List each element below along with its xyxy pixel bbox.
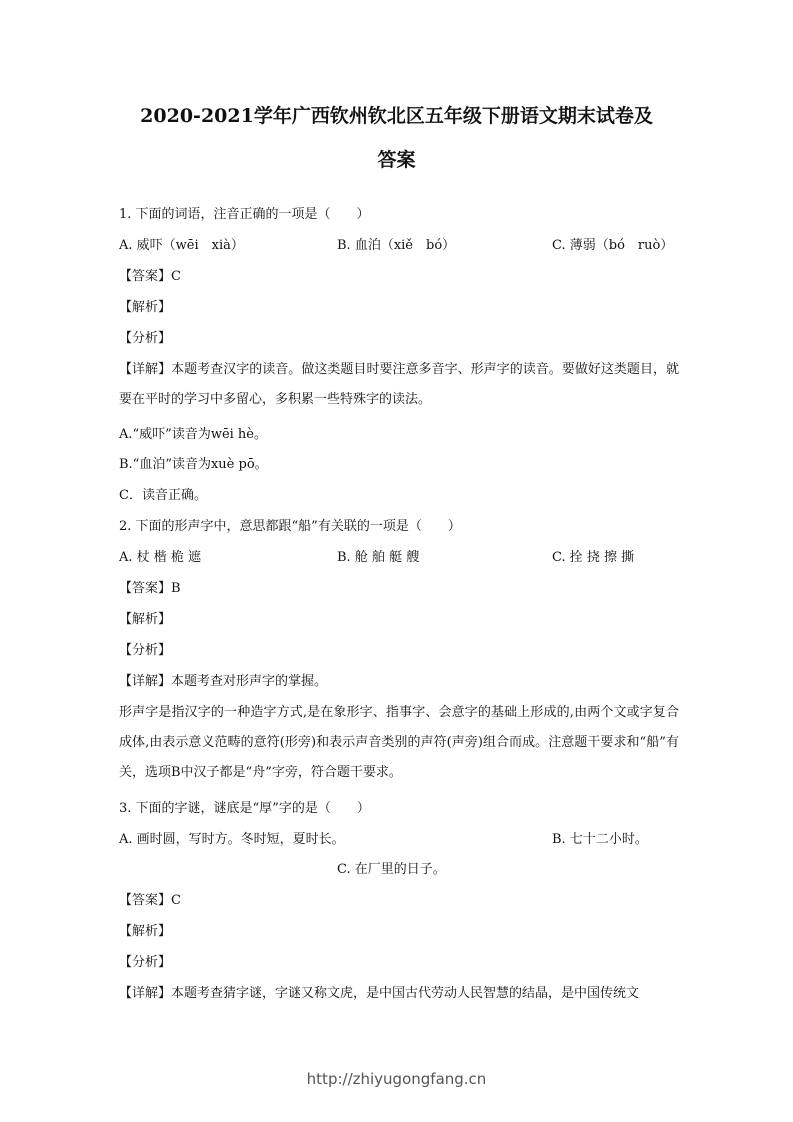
q1-detail: 【详解】本题考查汉字的读音。做这类题目时要注意多音字、形声字的读音。要做好这类题目，就要在平时的学习中多留心，多积累一些特殊字的读法。 [119, 362, 679, 407]
footer-url: http://zhiyugongfang.cn [306, 1070, 487, 1088]
q2-option-a: A. 杖 楷 桅 遮 [119, 550, 202, 565]
q1-explain-b: B.“血泊”读音为xuè pō。 [119, 457, 268, 472]
document-title-line2: 答案 [377, 149, 416, 171]
q2-analysis-label: 【解析】 [119, 612, 172, 627]
q2-question: 2. 下面的形声字中，意思都跟“船”有关联的一项是（ ） [119, 519, 461, 534]
q1-fenxi-label: 【分析】 [119, 331, 172, 346]
q3-answer: 【答案】C [119, 893, 181, 908]
q3-options-row2 [119, 860, 679, 880]
q1-question: 1. 下面的词语，注音正确的一项是（ ） [119, 207, 370, 222]
q3-option-c: C. 在厂里的日子。 [337, 862, 446, 877]
q1-option-a: A. 威吓（wēi xià） [119, 238, 244, 253]
q3-option-b: B. 七十二小时。 [552, 832, 648, 847]
q1-analysis-label: 【解析】 [119, 300, 172, 315]
q3-analysis-label: 【解析】 [119, 924, 172, 939]
q3-detail: 【详解】本题考查猜字谜，字谜又称文虎，是中国古代劳动人民智慧的结晶，是中国传统文 [119, 986, 640, 1001]
q1-answer: 【答案】C [119, 269, 181, 284]
q2-option-b: B. 舱 舶 艇 艘 [337, 550, 420, 565]
document-title-line1: 2020-2021学年广西钦州钦北区五年级下册语文期末试卷及 [140, 105, 653, 127]
q3-fenxi-label: 【分析】 [119, 955, 172, 970]
q1-explain-a: A.“威吓”读音为wēi hè。 [119, 427, 267, 442]
q1-options [119, 236, 679, 256]
q1-option-b: B. 血泊（xiě bó） [337, 238, 456, 253]
q2-paragraph: 形声字是指汉字的一种造字方式,是在象形字、指事字、会意字的基础上形成的,由两个文或字复合成体,由表示意义范畴的意符(形旁)和表示声音类别的声符(声旁)组合而成。注意题干要求和“船”有关，选项B中汉子都是“舟”字旁，符合题干要求。 [119, 705, 679, 780]
q1-option-c: C. 薄弱（bó ruò） [552, 238, 674, 253]
q2-detail: 【详解】本题考查对形声字的掌握。 [119, 674, 328, 689]
q2-option-c: C. 拴 挠 擦 撕 [552, 550, 635, 565]
q3-options-row [119, 830, 679, 850]
q2-options [119, 548, 679, 568]
q1-explain-c: C．读音正确。 [119, 488, 207, 503]
q3-question: 3. 下面的字谜，谜底是“厚”字的是（ ） [119, 801, 370, 816]
q3-option-a: A. 画时圆，写时方。冬时短，夏时长。 [119, 832, 345, 847]
q2-fenxi-label: 【分析】 [119, 643, 172, 658]
q2-answer: 【答案】B [119, 581, 181, 596]
